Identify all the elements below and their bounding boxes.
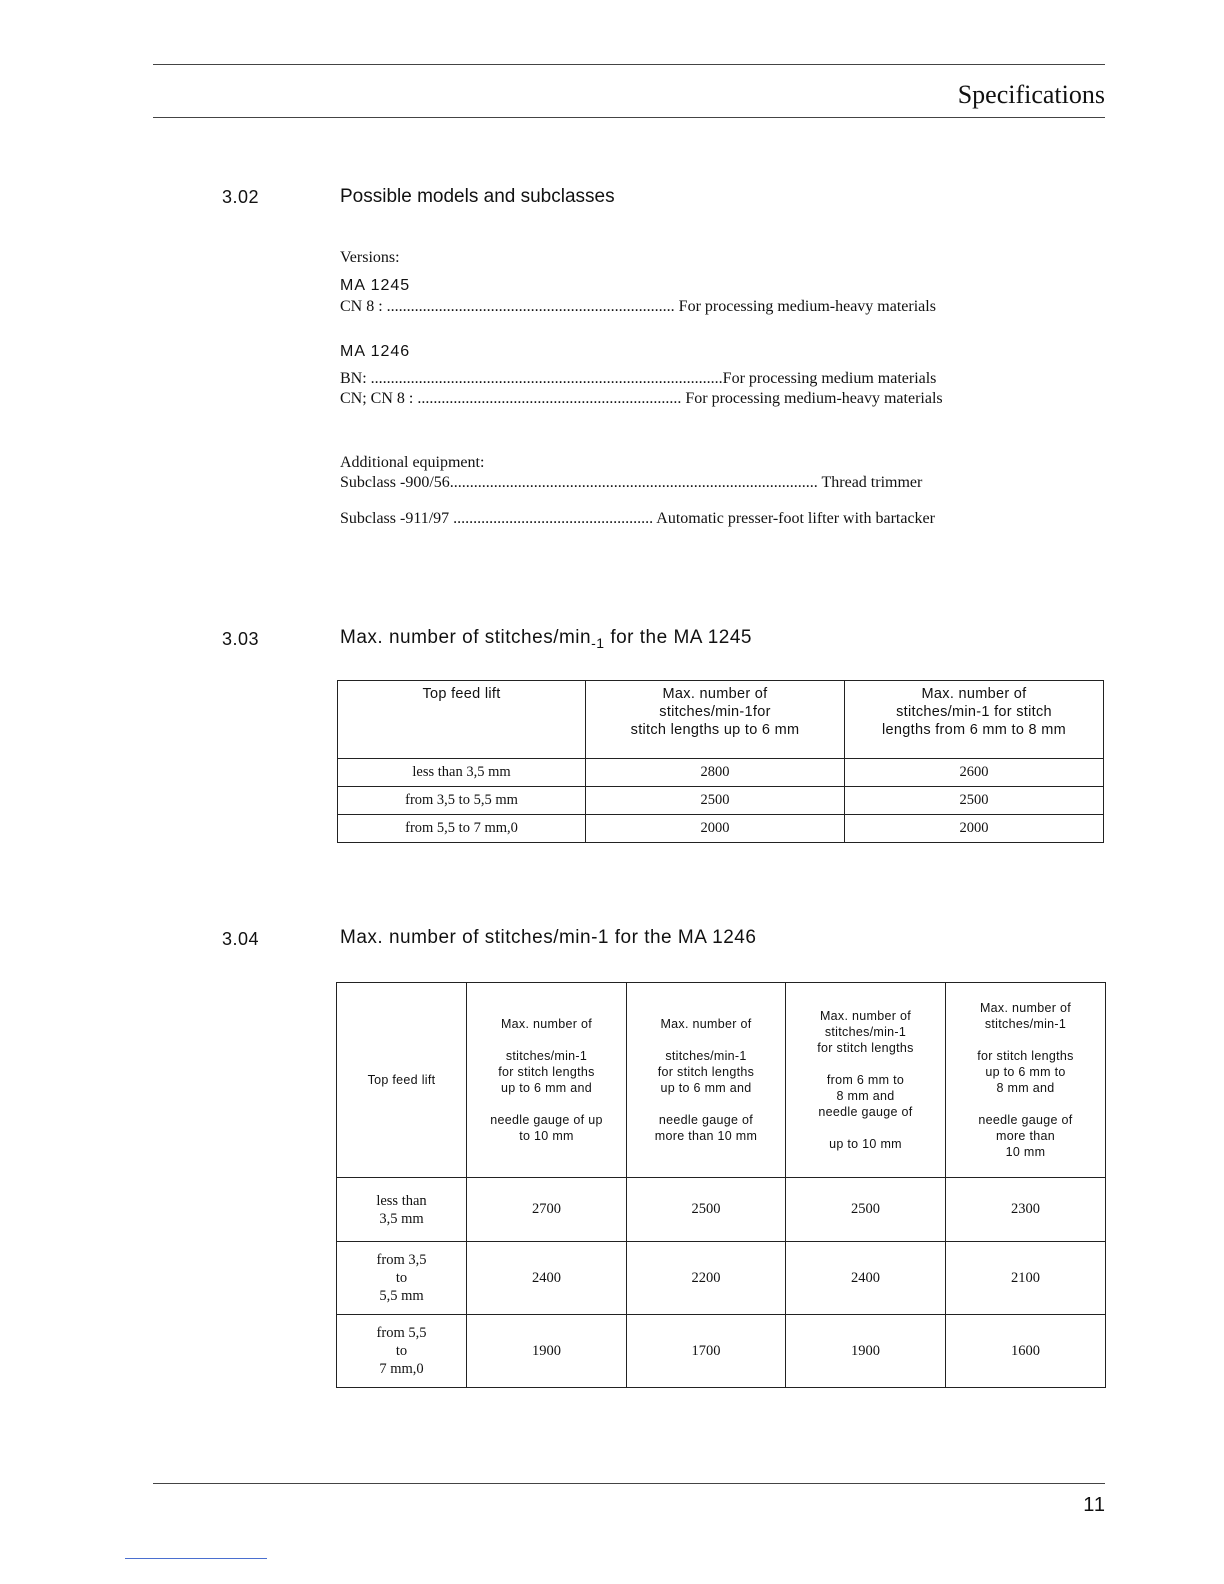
table-cell: 2500	[586, 787, 845, 815]
header-cell: Max. number of stitches/min-1 for stitch lengths from 6 mm to 8 mm and needle gauge of up to 10 mm	[786, 983, 946, 1178]
header-cell: Top feed lift	[337, 983, 467, 1178]
section-title-3-04: Max. number of stitches/min-1 for the MA 1246	[340, 927, 757, 948]
table-cell: 2500	[627, 1178, 786, 1242]
section-number-3-04: 3.04	[222, 929, 260, 949]
header-cell: Max. number of stitches/min-1 for stitch lengths up to 6 mm and needle gauge of up to 10 mm	[467, 983, 627, 1178]
model-ma-1246: MA 1246	[340, 343, 411, 360]
table-cell: 1900	[786, 1315, 946, 1388]
row-label: from 5,5 to 7 mm,0	[337, 1315, 467, 1388]
table-cell: 2400	[467, 1242, 627, 1315]
table-cell: 2200	[627, 1242, 786, 1315]
table-cell: 2100	[946, 1242, 1106, 1315]
table-cell: 2000	[845, 815, 1104, 843]
table-row	[338, 759, 1104, 787]
header-cell: Max. number of stitches/min-1 for stitch lengths up to 6 mm and needle gauge of more than 10 mm	[627, 983, 786, 1178]
version-line-1245-cn8: CN 8 : ........................................................................ For processing medium-heavy materials	[340, 298, 936, 315]
row-label: less than 3,5 mm	[337, 1178, 467, 1242]
table-row	[337, 1242, 1106, 1315]
table-header-row	[337, 983, 1106, 1178]
table-cell: 1900	[467, 1315, 627, 1388]
versions-label: Versions:	[340, 249, 400, 266]
subclass-911-line: Subclass -911/97 .................................................. Automatic presser-foot lifter with bartacker	[340, 510, 935, 527]
section-number-3-03: 3.03	[222, 629, 260, 649]
header-bottom-rule	[153, 117, 1105, 118]
model-ma-1245: MA 1245	[340, 277, 411, 294]
row-label: from 3,5 to 5,5 mm	[338, 787, 586, 815]
header-cell: Top feed lift	[338, 681, 586, 759]
stitches-table-ma-1245	[337, 680, 1104, 843]
header-cell: Max. number of stitches/min-1 for stitch lengths up to 6 mm to 8 mm and needle gauge of more than 10 mm	[946, 983, 1106, 1178]
row-label: from 5,5 to 7 mm,0	[338, 815, 586, 843]
page-header-title: Specifications	[957, 80, 1105, 109]
table-cell: 1700	[627, 1315, 786, 1388]
section-number-3-02: 3.02	[222, 187, 260, 207]
table-cell: 2500	[786, 1178, 946, 1242]
section-title-3-02: Possible models and subclasses	[340, 186, 615, 207]
page-number: 11	[1083, 1494, 1106, 1516]
table-cell: 2500	[845, 787, 1104, 815]
table-header-row	[338, 681, 1104, 759]
section-title-3-03-main: Max. number of stitches/min	[340, 627, 592, 648]
table-cell: 2400	[786, 1242, 946, 1315]
table-cell: 1600	[946, 1315, 1106, 1388]
section-title-3-03-sub: -1	[591, 634, 605, 651]
additional-equipment-label: Additional equipment:	[340, 454, 485, 471]
version-line-1246-bn: BN: ........................................................................................For processing medium materials	[340, 370, 937, 387]
table-row	[337, 1178, 1106, 1242]
section-title-3-03	[340, 627, 752, 651]
table-cell: 2000	[586, 815, 845, 843]
footer-rule	[153, 1483, 1105, 1484]
subclass-900-line: Subclass -900/56............................................................................................ Thread trimmer	[340, 474, 923, 491]
table-cell: 2800	[586, 759, 845, 787]
version-line-1246-cn: CN; CN 8 : .................................................................. For processing medium-heavy materials	[340, 390, 943, 407]
table-row	[338, 787, 1104, 815]
stitches-table-ma-1246	[336, 982, 1106, 1388]
table-cell: 2300	[946, 1178, 1106, 1242]
table-row	[338, 815, 1104, 843]
header-top-rule	[153, 64, 1105, 65]
header-cell: Max. number of stitches/min-1 for stitch lengths from 6 mm to 8 mm	[845, 681, 1104, 759]
table-cell: 2600	[845, 759, 1104, 787]
table-row	[337, 1315, 1106, 1388]
section-title-3-03-tail: for the MA 1245	[604, 627, 752, 648]
link-underline[interactable]	[125, 1558, 267, 1559]
row-label: less than 3,5 mm	[338, 759, 586, 787]
table-cell: 2700	[467, 1178, 627, 1242]
header-cell: Max. number of stitches/min-1for stitch lengths up to 6 mm	[586, 681, 845, 759]
row-label: from 3,5 to 5,5 mm	[337, 1242, 467, 1315]
